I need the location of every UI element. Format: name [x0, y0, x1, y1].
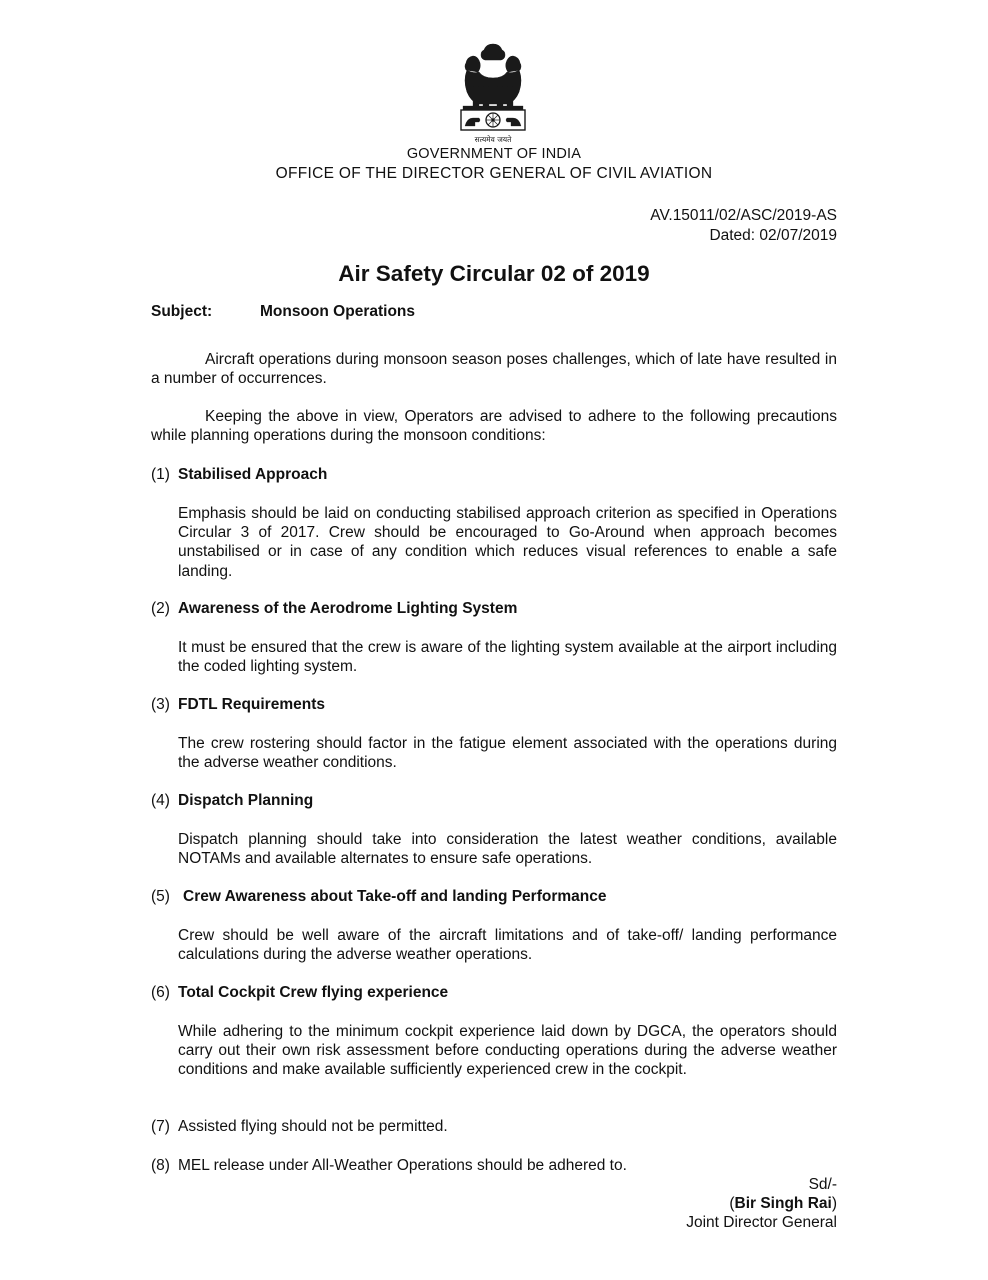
- subject-value: Monsoon Operations: [260, 303, 415, 320]
- dated-line: Dated: 02/07/2019: [709, 227, 837, 244]
- item-number: (3): [151, 696, 170, 713]
- signatory-name: (Bir Singh Rai): [729, 1195, 837, 1212]
- item-number: (2): [151, 600, 170, 617]
- item-text: While adhering to the minimum cockpit experience laid down by DGCA, the operators should carry out their own risk assessment before conducting operations during the adverse weather conditions and make available sufficiently experienced crew in the cockpit.: [178, 1023, 837, 1079]
- item-number: (7): [151, 1118, 170, 1135]
- item-number: (8): [151, 1157, 170, 1174]
- item-text: MEL release under All-Weather Operations should be adhered to.: [178, 1157, 627, 1174]
- item-text: Assisted flying should not be permitted.: [178, 1118, 448, 1135]
- item-heading: Total Cockpit Crew flying experience: [178, 984, 449, 1001]
- item-heading: Awareness of the Aerodrome Lighting System: [178, 600, 518, 617]
- item-heading: Stabilised Approach: [178, 466, 328, 483]
- item-number: (5): [151, 888, 170, 905]
- item-number: (6): [151, 984, 170, 1001]
- item-text: Dispatch planning should take into consideration the latest weather conditions, available NOTAMs and available alternates to ensure safe operations.: [178, 831, 837, 868]
- item-text: It must be ensured that the crew is aware of the lighting system available at the airport including the coded lighting system.: [178, 639, 837, 676]
- reference-number: AV.15011/02/ASC/2019-AS: [650, 207, 837, 224]
- office-line: OFFICE OF THE DIRECTOR GENERAL OF CIVIL AVIATION: [275, 165, 713, 182]
- national-emblem-icon: [459, 42, 527, 145]
- emblem-motto: सत्यमेव जयते: [474, 135, 512, 144]
- signature-sd: Sd/-: [808, 1176, 837, 1193]
- signatory-designation: Joint Director General: [686, 1214, 837, 1231]
- item-heading: Dispatch Planning: [178, 792, 314, 809]
- intro-paragraph-2: Keeping the above in view, Operators are advised to adhere to the following precautions while planning operations during the monsoon conditions:: [151, 408, 837, 445]
- item-text: The crew rostering should factor in the fatigue element associated with the operations during the adverse weather conditions.: [178, 735, 837, 772]
- intro-paragraph-1: Aircraft operations during monsoon season poses challenges, which of late have resulted in a number of occurrences.: [151, 351, 837, 388]
- item-heading: Crew Awareness about Take-off and landing Performance: [183, 888, 607, 905]
- government-line: GOVERNMENT OF INDIA: [406, 146, 582, 162]
- item-heading: FDTL Requirements: [178, 696, 325, 713]
- item-text: Crew should be well aware of the aircraft limitations and of take-off/ landing performance calculations during the adverse weather operations.: [178, 927, 837, 964]
- subject-label: Subject:: [151, 303, 213, 320]
- item-number: (1): [151, 466, 170, 483]
- item-text: Emphasis should be laid on conducting stabilised approach criterion as specified in Operations Circular 3 of 2017. Crew should be encouraged to Go-Around when approach becomes unstabilised or in case of any condition which reduces visual references to enable a safe landing.: [178, 505, 837, 580]
- circular-title: Air Safety Circular 02 of 2019: [338, 261, 650, 286]
- signatory-name-text: Bir Singh Rai: [734, 1195, 832, 1212]
- item-number: (4): [151, 792, 170, 809]
